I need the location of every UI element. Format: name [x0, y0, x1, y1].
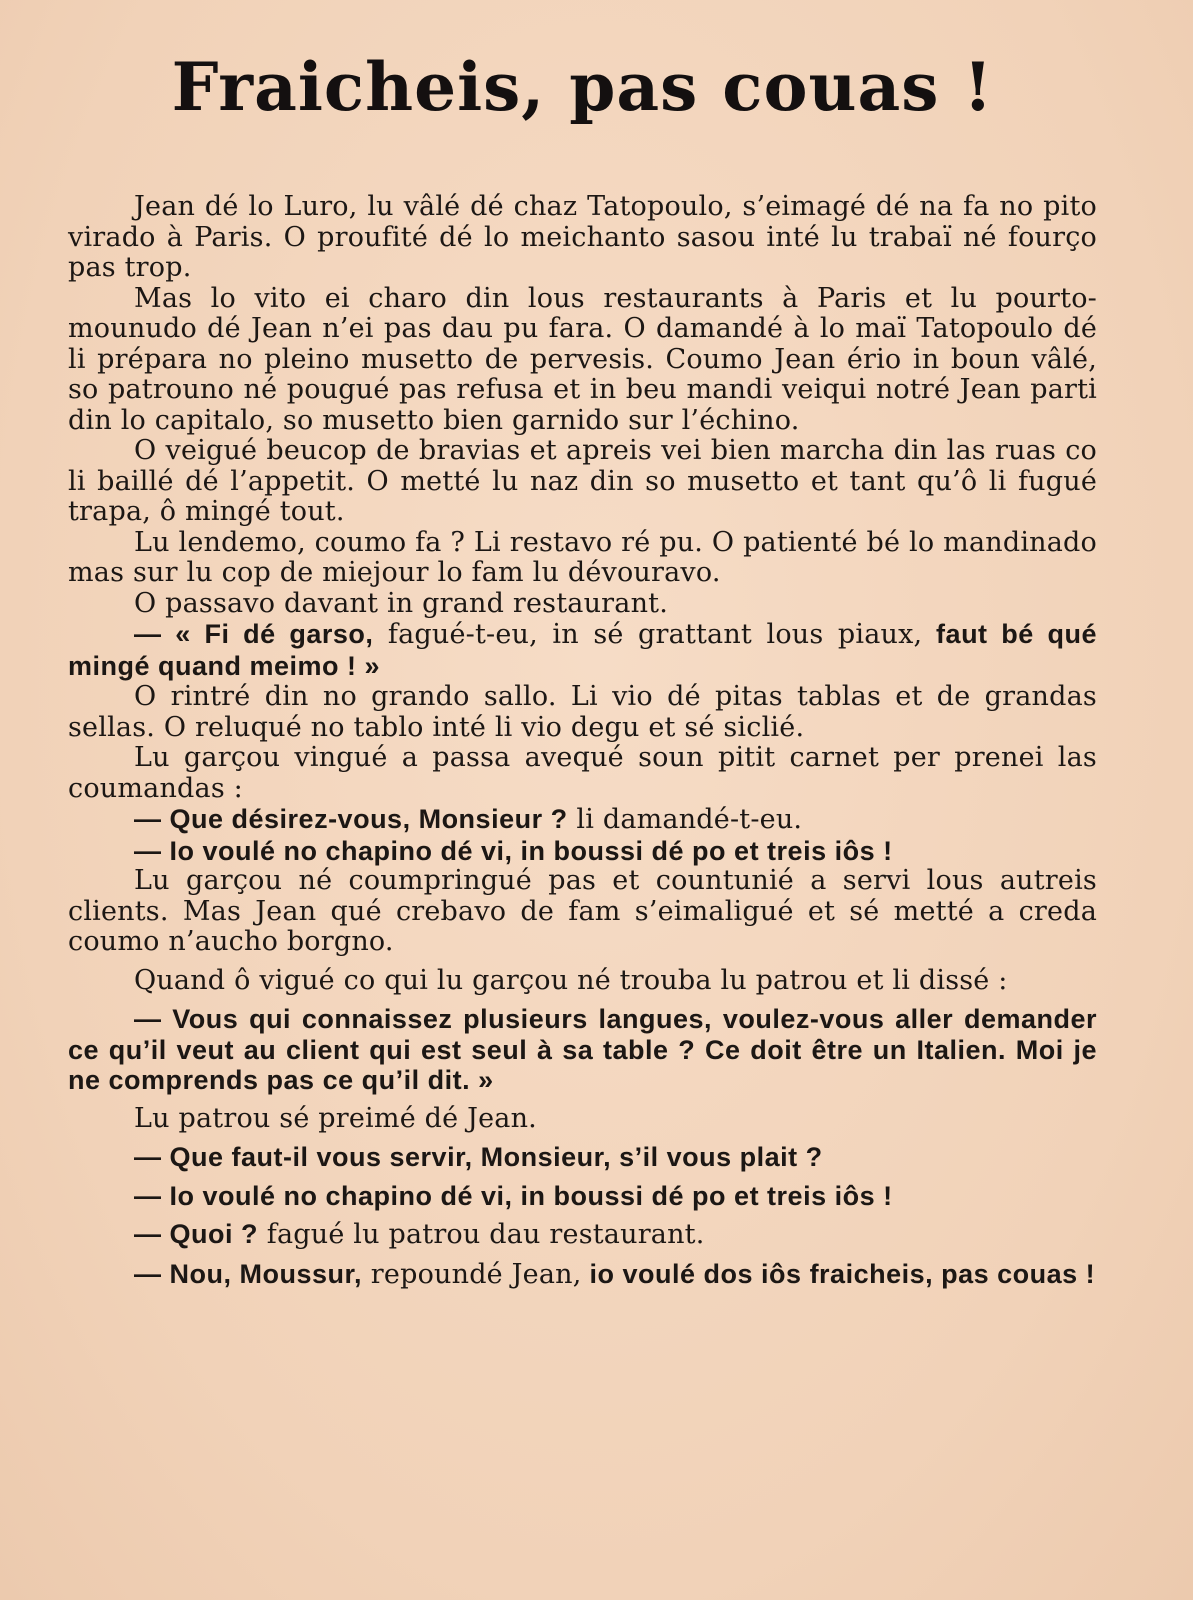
dialogue-line: — Io voulé no chapino dé vi, in boussi dé po et treis iôs !: [134, 835, 893, 866]
paragraph: Lu patrou sé preimé dé Jean.: [134, 1102, 537, 1134]
page-title: Fraicheis, pas couas !: [171, 48, 994, 126]
dialogue-plain: li damandé-t-eu.: [567, 804, 803, 835]
dialogue-bold: faut bé qué mingé quand meimo ! »: [68, 619, 1097, 681]
paragraph: Jean dé lo Luro, lu vâlé dé chaz Tatopoulo, s’eimagé dé na fa no pito virado à Paris. O proufité dé lo meichanto sasou inté lu trabaï né fourço pas trop.: [68, 191, 1097, 283]
dialogue-line: [68, 804, 1097, 836]
paragraph: Quand ô vigué co qui lu garçou né trouba lu patrou et li dissé :: [134, 964, 1008, 996]
dialogue-plain: fagué-t-eu, in sé grattant lous piaux,: [373, 619, 923, 650]
dialogue-line: [68, 619, 1097, 682]
paragraph: O passavo davant in grand restaurant.: [134, 587, 669, 619]
dialogue-bold: io voulé dos iôs fraicheis, pas couas !: [581, 1258, 1096, 1289]
paragraph: Lu lendemo, coumo fa ? Li restavo ré pu. O patienté bé lo mandinado mas sur lu cop de miejour lo fam lu dévouravo.: [68, 526, 1097, 588]
paragraph: Lu garçou vingué a passa avequé soun pitit carnet per prenei las coumandas :: [68, 742, 1097, 804]
paragraph: O rintré din no grando sallo. Li vio dé pitas tablas et de grandas sellas. O reluqué no tablo inté li vio degu et sé siclié.: [68, 681, 1097, 743]
story-body: [68, 192, 1097, 1290]
dialogue-bold: — « Fi dé garso,: [134, 619, 374, 649]
dialogue-line: — Vous qui connaissez plusieurs langues, voulez-vous aller demander ce qu’il veut au client qui est seul à sa table ? Ce doit être un Italien. Moi je ne comprends pas ce qu’il dit. »: [68, 1004, 1097, 1095]
dialogue-line: [68, 1259, 1097, 1291]
dialogue-bold: — Que désirez-vous, Monsieur ?: [134, 804, 568, 834]
dialogue-bold: — Quoi ?: [134, 1219, 258, 1249]
paragraph: O veigué beucop de bravias et apreis vei bien marcha din las ruas co li baillé dé l’appetit. O metté lu naz din so musetto et tant qu’ô li fugué trapa, ô mingé tout.: [68, 435, 1097, 527]
dialogue-plain: repoundé Jean,: [362, 1258, 582, 1290]
dialogue-line: — Que faut-il vous servir, Monsieur, s’il vous plait ?: [134, 1142, 823, 1172]
dialogue-line: — Io voulé no chapino dé vi, in boussi dé po et treis iôs !: [134, 1180, 893, 1211]
paragraph: Lu garçou né coumpringué pas et countunié a servi lous autreis clients. Mas Jean qué crebavo de fam s’eimaligué et sé metté a creda coumo n’aucho borgno.: [68, 865, 1097, 957]
dialogue-bold: — Nou, Moussur,: [134, 1258, 363, 1289]
paragraph: Mas lo vito ei charo din lous restaurants à Paris et lu pourto-mounudo dé Jean n’ei pas dau pu fara. O damandé à lo maï Tatopoulo dé li prépara no pleino musetto de pervesis. Coumo Jean ério in boun vâlé, so patrouno né pougué pas refusa et in beu mandi veiqui notré Jean parti din lo capitalo, so musetto bien garnido sur l’échino.: [68, 282, 1097, 436]
dialogue-plain: fagué lu patrou dau restaurant.: [257, 1219, 705, 1250]
dialogue-line: [68, 1219, 1097, 1251]
